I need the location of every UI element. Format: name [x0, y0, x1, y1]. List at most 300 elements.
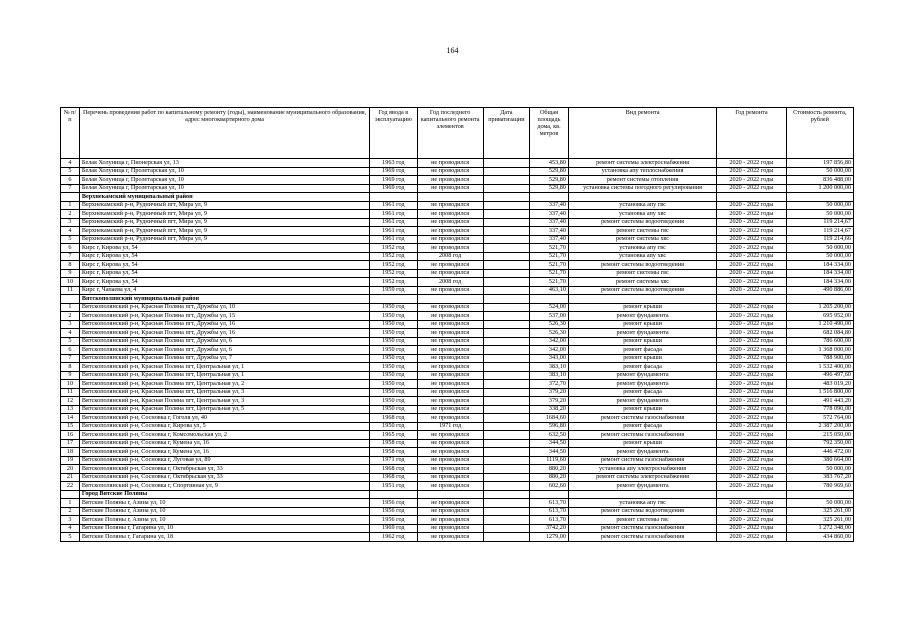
- cell-year-built: 1952 год: [370, 252, 417, 261]
- repair-table: [60, 107, 854, 542]
- cell-address: Вятскополянский р-н, Сосновка г, Спортивная ул, 9: [79, 482, 369, 491]
- cell-last-repair: не проводился: [417, 346, 483, 355]
- table-row: [61, 465, 854, 474]
- cell-privatization: [483, 354, 529, 363]
- cell-number: 18: [61, 448, 80, 457]
- cell-cost: 434 860,00: [786, 533, 853, 542]
- section-empty-cell: [483, 490, 529, 499]
- cell-year-built: 1969 год: [370, 524, 417, 533]
- cell-last-repair: не проводился: [417, 363, 483, 372]
- cell-address: Кирс г, Кирова ул, 54: [79, 261, 369, 270]
- cell-repair-period: 2020 - 2022 годы: [717, 465, 786, 474]
- cell-number: 9: [61, 269, 80, 278]
- col-header-repair-kind: Вид ремонта: [568, 108, 716, 159]
- cell-repair-period: 2020 - 2022 годы: [717, 252, 786, 261]
- cell-last-repair: не проводился: [417, 176, 483, 185]
- cell-last-repair: не проводился: [417, 235, 483, 244]
- cell-area: 521,70: [530, 261, 569, 270]
- cell-number: 1: [61, 303, 80, 312]
- table-row: [61, 380, 854, 389]
- table-row: [61, 201, 854, 210]
- cell-last-repair: не проводился: [417, 312, 483, 321]
- cell-area: 337,40: [530, 210, 569, 219]
- col-header-cost: Стоимость ремонта, рублей: [786, 108, 853, 159]
- section-empty-cell: [370, 295, 417, 304]
- table-row: [61, 431, 854, 440]
- cell-area: 337,40: [530, 227, 569, 236]
- cell-repair-kind: установка апу гвс: [568, 201, 716, 210]
- cell-number: 4: [61, 524, 80, 533]
- cell-cost: 1 205 200,00: [786, 303, 853, 312]
- cell-cost: 446 472,00: [786, 448, 853, 457]
- cell-area: 526,30: [530, 329, 569, 338]
- section-row: [61, 193, 854, 202]
- section-empty-cell: [483, 295, 529, 304]
- cell-area: 1279,00: [530, 533, 569, 542]
- cell-cost: 572 764,00: [786, 414, 853, 423]
- cell-repair-kind: ремонт системы отопления: [568, 176, 716, 185]
- cell-area: 526,30: [530, 320, 569, 329]
- cell-cost: 792 350,00: [786, 439, 853, 448]
- table-row: [61, 210, 854, 219]
- cell-address: Вятскополянский р-н, Красная Поляна пгт, Центральная ул, 5: [79, 405, 369, 414]
- cell-repair-kind: установка апу теплоснабжения: [568, 167, 716, 176]
- table-header-row: [61, 108, 854, 159]
- cell-area: 383,10: [530, 371, 569, 380]
- cell-number: 3: [61, 320, 80, 329]
- table-row: [61, 346, 854, 355]
- cell-number: 17: [61, 439, 80, 448]
- cell-repair-kind: ремонт системы электроснабжения: [568, 159, 716, 168]
- section-title: Город Вятские Поляны: [79, 490, 369, 499]
- cell-repair-kind: ремонт фундамента: [568, 448, 716, 457]
- cell-area: 337,40: [530, 218, 569, 227]
- cell-cost: 325 261,00: [786, 516, 853, 525]
- col-header-last-repair: Год последнего капитального ремонта элементов: [417, 108, 483, 159]
- cell-number: 11: [61, 286, 80, 295]
- cell-repair-kind: ремонт системы газоснабжения: [568, 414, 716, 423]
- table-row: [61, 278, 854, 287]
- cell-repair-kind: ремонт системы электроснабжения: [568, 473, 716, 482]
- section-empty-cell: [530, 490, 569, 499]
- cell-address: Вятскополянский р-н, Красная Поляна пгт, Дружбы ул, 16: [79, 320, 369, 329]
- cell-number: 7: [61, 184, 80, 193]
- cell-cost: 325 261,00: [786, 507, 853, 516]
- table-row: [61, 235, 854, 244]
- table-row: [61, 422, 854, 431]
- cell-last-repair: не проводился: [417, 184, 483, 193]
- cell-repair-period: 2020 - 2022 годы: [717, 201, 786, 210]
- col-header-repair-period: Год ремонта: [717, 108, 786, 159]
- cell-last-repair: не проводился: [417, 218, 483, 227]
- cell-number: 1: [61, 201, 80, 210]
- cell-last-repair: не проводился: [417, 371, 483, 380]
- cell-number: 4: [61, 329, 80, 338]
- section-empty-cell: [370, 193, 417, 202]
- cell-address: Вятскополянский р-н, Красная Поляна пгт, Центральная ул, 1: [79, 363, 369, 372]
- cell-area: 521,70: [530, 278, 569, 287]
- cell-number: 3: [61, 516, 80, 525]
- cell-year-built: 1971 год: [370, 456, 417, 465]
- col-header-privatization: Дата приватизации: [483, 108, 529, 159]
- cell-number: 20: [61, 465, 80, 474]
- cell-address: Вятские Поляны г, Азина ул, 10: [79, 516, 369, 525]
- cell-last-repair: не проводился: [417, 380, 483, 389]
- cell-year-built: 1950 год: [370, 337, 417, 346]
- cell-year-built: 1968 год: [370, 414, 417, 423]
- cell-area: 337,40: [530, 201, 569, 210]
- cell-last-repair: не проводился: [417, 210, 483, 219]
- cell-year-built: 1950 год: [370, 329, 417, 338]
- cell-repair-kind: ремонт системы газоснабжения: [568, 456, 716, 465]
- cell-repair-period: 2020 - 2022 годы: [717, 159, 786, 168]
- cell-repair-kind: ремонт фундамента: [568, 380, 716, 389]
- cell-repair-period: 2020 - 2022 годы: [717, 439, 786, 448]
- section-empty-cell: [717, 490, 786, 499]
- cell-year-built: 1950 год: [370, 388, 417, 397]
- cell-number: 21: [61, 473, 80, 482]
- cell-year-built: 1958 год: [370, 448, 417, 457]
- cell-cost: 1 272 348,00: [786, 524, 853, 533]
- cell-repair-period: 2020 - 2022 годы: [717, 286, 786, 295]
- cell-last-repair: не проводился: [417, 405, 483, 414]
- cell-repair-period: 2020 - 2022 годы: [717, 405, 786, 414]
- cell-year-built: 1959 год: [370, 286, 417, 295]
- cell-area: 343,00: [530, 354, 569, 363]
- cell-area: 338,20: [530, 405, 569, 414]
- section-number-cell: [61, 490, 80, 499]
- cell-last-repair: не проводился: [417, 456, 483, 465]
- cell-repair-period: 2020 - 2022 годы: [717, 507, 786, 516]
- section-number-cell: [61, 295, 80, 304]
- section-title: Вятскополянский муниципальный район: [79, 295, 369, 304]
- cell-number: 16: [61, 431, 80, 440]
- cell-area: 613,70: [530, 499, 569, 508]
- cell-privatization: [483, 184, 529, 193]
- cell-privatization: [483, 439, 529, 448]
- cell-year-built: 1968 год: [370, 473, 417, 482]
- cell-number: 6: [61, 244, 80, 253]
- cell-last-repair: не проводился: [417, 473, 483, 482]
- cell-address: Вятские Поляны г, Гагарина ул, 10: [79, 524, 369, 533]
- cell-area: 379,20: [530, 397, 569, 406]
- cell-cost: 496 497,60: [786, 371, 853, 380]
- cell-repair-kind: ремонт крыши: [568, 337, 716, 346]
- cell-last-repair: не проводился: [417, 524, 483, 533]
- cell-year-built: 1952 год: [370, 261, 417, 270]
- cell-address: Кирс г, Чапаева ул, 4: [79, 286, 369, 295]
- cell-repair-period: 2020 - 2022 годы: [717, 269, 786, 278]
- cell-year-built: 1950 год: [370, 303, 417, 312]
- cell-address: Вятскополянский р-н, Сосновка г, Гоголя ул, 40: [79, 414, 369, 423]
- cell-area: 602,60: [530, 482, 569, 491]
- table-row: [61, 414, 854, 423]
- cell-number: 2: [61, 507, 80, 516]
- cell-year-built: 1950 год: [370, 363, 417, 372]
- cell-number: 5: [61, 337, 80, 346]
- cell-cost: 383 767,20: [786, 473, 853, 482]
- table-row: [61, 167, 854, 176]
- table-row: [61, 329, 854, 338]
- cell-last-repair: не проводился: [417, 397, 483, 406]
- table-row: [61, 312, 854, 321]
- cell-last-repair: не проводился: [417, 439, 483, 448]
- cell-repair-period: 2020 - 2022 годы: [717, 354, 786, 363]
- cell-last-repair: не проводился: [417, 159, 483, 168]
- cell-repair-kind: ремонт системы гвс: [568, 516, 716, 525]
- cell-number: 5: [61, 533, 80, 542]
- cell-repair-kind: ремонт фундамента: [568, 397, 716, 406]
- cell-last-repair: не проводился: [417, 516, 483, 525]
- cell-repair-kind: ремонт системы гвс: [568, 269, 716, 278]
- cell-repair-kind: ремонт системы хвс: [568, 235, 716, 244]
- cell-address: Вятские Поляны г, Гагарина ул, 18: [79, 533, 369, 542]
- cell-repair-period: 2020 - 2022 годы: [717, 218, 786, 227]
- section-empty-cell: [417, 295, 483, 304]
- cell-cost: 1 368 000,00: [786, 346, 853, 355]
- cell-privatization: [483, 244, 529, 253]
- cell-cost: 836 488,00: [786, 176, 853, 185]
- cell-address: Вятскополянский р-н, Красная Поляна пгт, Дружбы ул, 6: [79, 346, 369, 355]
- cell-repair-kind: ремонт крыши: [568, 405, 716, 414]
- cell-last-repair: не проводился: [417, 507, 483, 516]
- cell-cost: 215 050,00: [786, 431, 853, 440]
- table-row: [61, 439, 854, 448]
- table-row: [61, 286, 854, 295]
- cell-address: Кирс г, Кирова ул, 54: [79, 278, 369, 287]
- cell-year-built: 1956 год: [370, 499, 417, 508]
- cell-privatization: [483, 218, 529, 227]
- section-empty-cell: [568, 490, 716, 499]
- cell-last-repair: не проводился: [417, 286, 483, 295]
- cell-repair-period: 2020 - 2022 годы: [717, 482, 786, 491]
- cell-address: Белая Холуница г, Пролетарская ул, 10: [79, 167, 369, 176]
- cell-cost: 682 084,80: [786, 329, 853, 338]
- cell-number: 2: [61, 210, 80, 219]
- table-row: [61, 337, 854, 346]
- cell-number: 9: [61, 371, 80, 380]
- cell-repair-period: 2020 - 2022 годы: [717, 227, 786, 236]
- cell-privatization: [483, 507, 529, 516]
- table-row: [61, 363, 854, 372]
- cell-repair-period: 2020 - 2022 годы: [717, 516, 786, 525]
- cell-cost: 50 000,00: [786, 465, 853, 474]
- table-row: [61, 320, 854, 329]
- cell-year-built: 1951 год: [370, 482, 417, 491]
- cell-repair-kind: ремонт системы водоотведения: [568, 507, 716, 516]
- cell-privatization: [483, 397, 529, 406]
- table-row: [61, 405, 854, 414]
- cell-year-built: 1969 год: [370, 184, 417, 193]
- table-row: [61, 533, 854, 542]
- cell-year-built: 1950 год: [370, 397, 417, 406]
- table-row: [61, 184, 854, 193]
- section-empty-cell: [530, 295, 569, 304]
- cell-last-repair: не проводился: [417, 448, 483, 457]
- cell-repair-kind: ремонт фасада: [568, 346, 716, 355]
- cell-cost: 50 000,00: [786, 201, 853, 210]
- cell-repair-period: 2020 - 2022 годы: [717, 346, 786, 355]
- cell-cost: 483 019,20: [786, 380, 853, 389]
- cell-year-built: 1962 год: [370, 533, 417, 542]
- cell-repair-period: 2020 - 2022 годы: [717, 176, 786, 185]
- table-row: [61, 499, 854, 508]
- cell-area: 3742,20: [530, 524, 569, 533]
- cell-last-repair: не проводился: [417, 167, 483, 176]
- cell-repair-period: 2020 - 2022 годы: [717, 473, 786, 482]
- cell-area: 344,50: [530, 448, 569, 457]
- cell-last-repair: 2008 год: [417, 252, 483, 261]
- cell-privatization: [483, 167, 529, 176]
- cell-cost: 490 886,00: [786, 286, 853, 295]
- cell-year-built: 1961 год: [370, 201, 417, 210]
- cell-area: 463,10: [530, 286, 569, 295]
- cell-last-repair: не проводился: [417, 533, 483, 542]
- cell-repair-period: 2020 - 2022 годы: [717, 244, 786, 253]
- cell-privatization: [483, 329, 529, 338]
- cell-last-repair: не проводился: [417, 465, 483, 474]
- cell-repair-period: 2020 - 2022 годы: [717, 380, 786, 389]
- cell-address: Вятские Поляны г, Азина ул, 10: [79, 507, 369, 516]
- cell-privatization: [483, 465, 529, 474]
- cell-number: 6: [61, 176, 80, 185]
- cell-area: 632,50: [530, 431, 569, 440]
- cell-year-built: 1969 год: [370, 176, 417, 185]
- cell-privatization: [483, 201, 529, 210]
- cell-last-repair: не проводился: [417, 320, 483, 329]
- cell-number: 13: [61, 405, 80, 414]
- section-empty-cell: [530, 193, 569, 202]
- cell-cost: 119 214,66: [786, 235, 853, 244]
- cell-repair-period: 2020 - 2022 годы: [717, 414, 786, 423]
- cell-repair-period: 2020 - 2022 годы: [717, 312, 786, 321]
- table-row: [61, 354, 854, 363]
- cell-area: 344,50: [530, 439, 569, 448]
- cell-address: Белая Холуница г, Пионерская ул, 13: [79, 159, 369, 168]
- cell-repair-period: 2020 - 2022 годы: [717, 184, 786, 193]
- cell-number: 2: [61, 312, 80, 321]
- cell-privatization: [483, 176, 529, 185]
- cell-privatization: [483, 456, 529, 465]
- cell-repair-kind: установка апу гвс: [568, 499, 716, 508]
- cell-privatization: [483, 346, 529, 355]
- cell-repair-period: 2020 - 2022 годы: [717, 533, 786, 542]
- col-header-number: № п/п: [61, 108, 80, 159]
- cell-year-built: 1950 год: [370, 422, 417, 431]
- cell-last-repair: 1971 год: [417, 422, 483, 431]
- cell-repair-kind: установка системы погодного регулирования: [568, 184, 716, 193]
- cell-cost: 184 334,00: [786, 278, 853, 287]
- cell-cost: 778 090,00: [786, 405, 853, 414]
- cell-year-built: 1952 год: [370, 278, 417, 287]
- cell-cost: 50 000,00: [786, 252, 853, 261]
- cell-repair-period: 2020 - 2022 годы: [717, 210, 786, 219]
- cell-address: Вятскополянский р-н, Красная Поляна пгт, Центральная ул, 3: [79, 397, 369, 406]
- table-row: [61, 303, 854, 312]
- table-row: [61, 507, 854, 516]
- cell-repair-period: 2020 - 2022 годы: [717, 261, 786, 270]
- table-row: [61, 448, 854, 457]
- cell-repair-kind: ремонт фасада: [568, 388, 716, 397]
- cell-privatization: [483, 278, 529, 287]
- cell-area: 1684,60: [530, 414, 569, 423]
- cell-area: 342,00: [530, 337, 569, 346]
- section-number-cell: [61, 193, 80, 202]
- section-empty-cell: [370, 490, 417, 499]
- cell-repair-kind: ремонт фундамента: [568, 482, 716, 491]
- cell-address: Верхнекамский р-н, Рудничный пгт, Мира ул, 9: [79, 210, 369, 219]
- cell-repair-kind: ремонт системы водоотведения: [568, 286, 716, 295]
- table-row: [61, 473, 854, 482]
- cell-cost: 50 000,00: [786, 210, 853, 219]
- cell-year-built: 1950 год: [370, 312, 417, 321]
- cell-repair-kind: ремонт системы газоснабжения: [568, 533, 716, 542]
- cell-cost: 780 969,60: [786, 482, 853, 491]
- cell-privatization: [483, 388, 529, 397]
- table-row: [61, 159, 854, 168]
- cell-repair-kind: ремонт фасада: [568, 363, 716, 372]
- cell-repair-period: 2020 - 2022 годы: [717, 431, 786, 440]
- cell-address: Вятскополянский р-н, Красная Поляна пгт, Центральная ул, 2: [79, 380, 369, 389]
- cell-number: 6: [61, 346, 80, 355]
- cell-address: Белая Холуница г, Пролетарская ул, 10: [79, 176, 369, 185]
- cell-number: 3: [61, 218, 80, 227]
- cell-repair-kind: ремонт фундамента: [568, 329, 716, 338]
- cell-number: 8: [61, 261, 80, 270]
- cell-number: 11: [61, 388, 80, 397]
- cell-last-repair: не проводился: [417, 337, 483, 346]
- cell-number: 19: [61, 456, 80, 465]
- cell-cost: 786 600,00: [786, 337, 853, 346]
- section-title: Верхнекамский муниципальный район: [79, 193, 369, 202]
- cell-privatization: [483, 524, 529, 533]
- section-empty-cell: [717, 193, 786, 202]
- cell-area: 596,80: [530, 422, 569, 431]
- cell-area: 537,00: [530, 312, 569, 321]
- cell-repair-kind: ремонт системы хвс: [568, 278, 716, 287]
- cell-privatization: [483, 371, 529, 380]
- cell-address: Вятскополянский р-н, Сосновка г, Кумена ул, 16: [79, 448, 369, 457]
- table-row: [61, 371, 854, 380]
- cell-last-repair: не проводился: [417, 227, 483, 236]
- cell-address: Кирс г, Кирова ул, 54: [79, 244, 369, 253]
- cell-area: 880,20: [530, 465, 569, 474]
- page-number: 164: [446, 46, 459, 55]
- cell-address: Верхнекамский р-н, Рудничный пгт, Мира ул, 9: [79, 218, 369, 227]
- cell-privatization: [483, 499, 529, 508]
- cell-repair-period: 2020 - 2022 годы: [717, 329, 786, 338]
- cell-address: Вятскополянский р-н, Красная Поляна пгт, Дружбы ул, 7: [79, 354, 369, 363]
- cell-cost: 119 214,67: [786, 218, 853, 227]
- cell-year-built: 1950 год: [370, 371, 417, 380]
- cell-year-built: 1956 год: [370, 516, 417, 525]
- cell-area: 613,70: [530, 507, 569, 516]
- cell-area: 613,70: [530, 516, 569, 525]
- cell-area: 524,00: [530, 303, 569, 312]
- cell-privatization: [483, 363, 529, 372]
- cell-year-built: 1950 год: [370, 380, 417, 389]
- cell-repair-period: 2020 - 2022 годы: [717, 397, 786, 406]
- cell-year-built: 1968 год: [370, 465, 417, 474]
- cell-privatization: [483, 473, 529, 482]
- cell-address: Вятскополянский р-н, Красная Поляна пгт, Дружбы ул, 6: [79, 337, 369, 346]
- cell-address: Кирс г, Кирова ул, 54: [79, 252, 369, 261]
- cell-address: Вятскополянский р-н, Красная Поляна пгт, Центральная ул, 1: [79, 371, 369, 380]
- cell-year-built: 1950 год: [370, 354, 417, 363]
- table-row: [61, 516, 854, 525]
- cell-repair-period: 2020 - 2022 годы: [717, 499, 786, 508]
- cell-privatization: [483, 431, 529, 440]
